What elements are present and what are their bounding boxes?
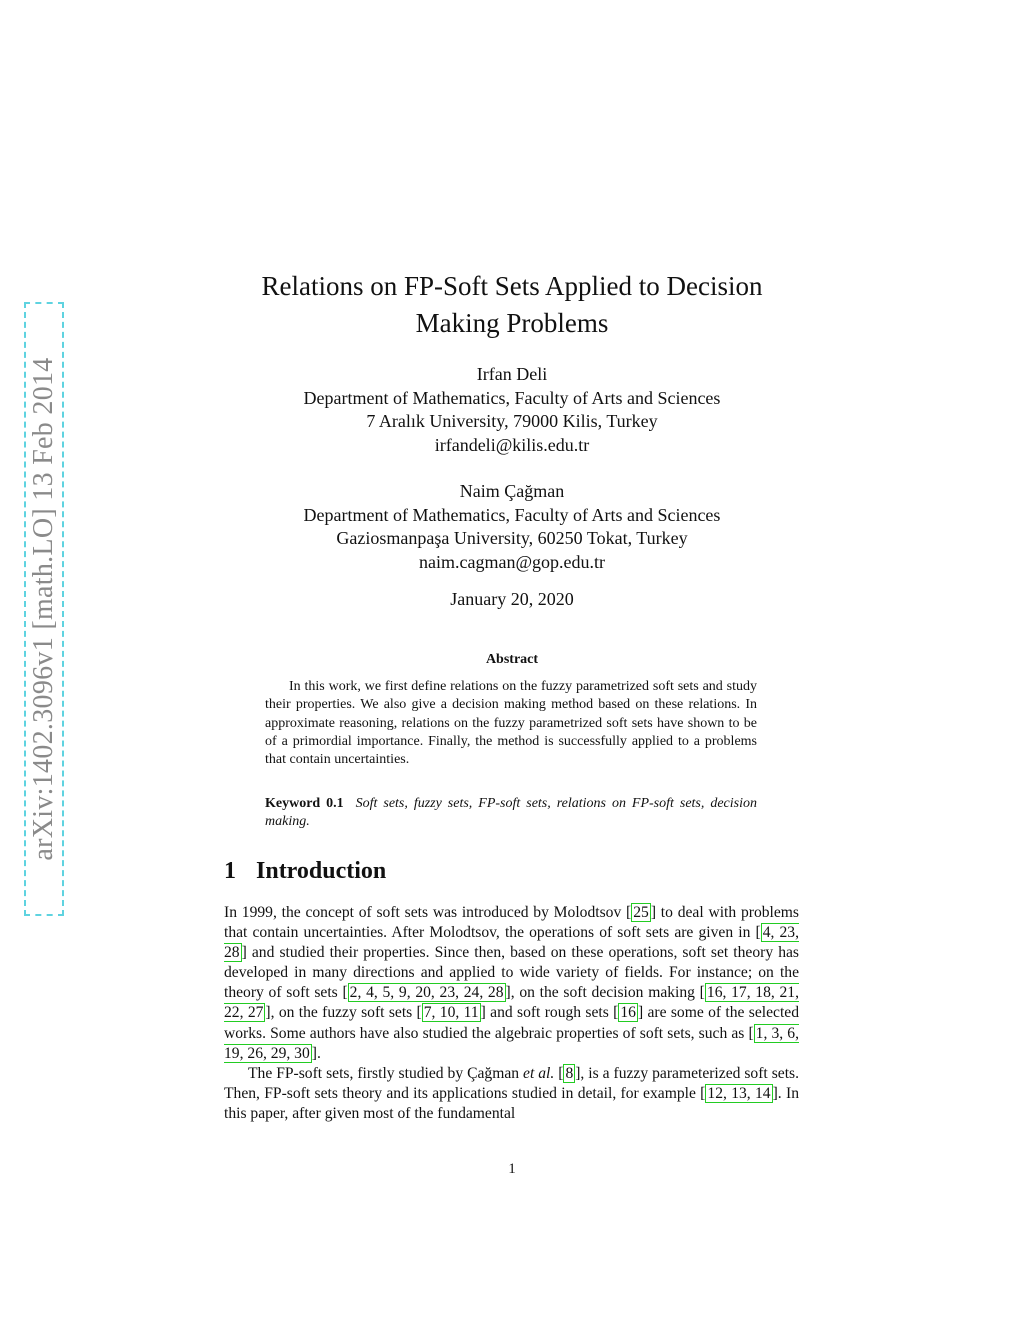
section-number: 1	[224, 858, 236, 884]
text-run: ] and studied their properties. Since then, based on these operations, soft set theory has developed in many directions and applied to wide variety of fields. For instance; on the theory of soft sets [	[224, 944, 799, 1002]
citation-link[interactable]: 16	[620, 1004, 636, 1022]
section-heading	[224, 858, 386, 885]
paper-date: January 20, 2020	[450, 589, 574, 609]
citation-link[interactable]: 7, 10, 11	[423, 1004, 479, 1022]
section-title: Introduction	[256, 858, 387, 884]
author-email: naim.cagman@gop.edu.tr	[418, 551, 606, 572]
text-run: ] and soft rough sets [	[480, 1004, 619, 1022]
text-run: ] to deal with problems that contain uncertainties. After Molodtsov, the operations of soft sets are given in [	[224, 904, 799, 942]
keyword-text: Soft sets, fuzzy sets, FP-soft sets, relations on FP-soft sets, decision making.	[265, 796, 757, 830]
text-run: In 1999, the concept of soft sets was introduced by Molodtsov [	[224, 904, 632, 921]
text-run-italic: et al.	[523, 1065, 555, 1082]
page-number: 1	[508, 1161, 516, 1177]
text-run: ] are some of the selected works. Some authors have also studied the algebraic properties of soft sets, such as [	[224, 1004, 799, 1042]
author-university: 7 Aralık University, 79000 Kilis, Turkey	[366, 411, 658, 431]
text-run: ], on the soft decision making [	[505, 984, 705, 1002]
title-line-2: Making Problems	[415, 308, 609, 338]
citation-link[interactable]: 4, 23, 28	[224, 924, 799, 962]
intro-paragraph-2	[224, 1064, 799, 1124]
author-name: Naim Çağman	[459, 481, 565, 501]
author-department: Department of Mathematics, Faculty of Arts and Sciences	[303, 387, 721, 408]
abstract-text: In this work, we first define relations on the fuzzy parametrized soft sets and study their properties. We also give a decision making method based on these relations. In approximate reasoning, relations on the fuzzy parametrized soft sets have shown to be of a primordial importance. Finally, the method is successfully applied to a problems that contain uncertainties.	[265, 679, 757, 768]
text-run: The FP-soft sets, firstly studied by Çağman	[248, 1065, 524, 1082]
arxiv-stamp[interactable]	[24, 302, 64, 916]
text-run: ].	[311, 1044, 321, 1062]
citation-link[interactable]: 12, 13, 14	[707, 1085, 771, 1103]
citation-link[interactable]: 8	[565, 1065, 574, 1082]
author-name: Irfan Deli	[476, 364, 548, 384]
author-block-1	[200, 363, 824, 457]
author-email: irfandeli@kilis.edu.tr	[434, 434, 590, 455]
abstract-heading: Abstract	[485, 652, 539, 667]
keyword-label: Keyword 0.1	[265, 796, 344, 811]
text-run: ], is a fuzzy parameterized soft sets. Then, FP-soft sets theory and its applications studied in detail, for example [	[224, 1065, 800, 1103]
text-run: ]. In this paper, after given most of the fundamental	[224, 1085, 800, 1123]
citation-link[interactable]: 2, 4, 5, 9, 20, 23, 24, 28	[349, 984, 504, 1002]
intro-paragraph-1	[224, 903, 799, 1064]
title-line-1: Relations on FP-Soft Sets Applied to Decision	[261, 271, 763, 301]
author-block-2	[200, 480, 824, 574]
text-run: [	[554, 1065, 564, 1082]
author-university: Gaziosmanpaşa University, 60250 Tokat, Turkey	[336, 528, 688, 548]
citation-link[interactable]: 1, 3, 6, 19, 26, 29, 30	[224, 1024, 799, 1062]
citation-link[interactable]: 25	[633, 904, 649, 921]
keywords	[265, 795, 757, 832]
paper-title	[200, 268, 824, 342]
citation-link[interactable]: 16, 17, 18, 21, 22, 27	[224, 984, 800, 1022]
author-department: Department of Mathematics, Faculty of Arts and Sciences	[303, 504, 721, 525]
text-run: ], on the fuzzy soft sets [	[265, 1004, 422, 1022]
arxiv-stamp-text: arXiv:1402.3096v1 [math.LO] 13 Feb 2014	[28, 357, 59, 861]
